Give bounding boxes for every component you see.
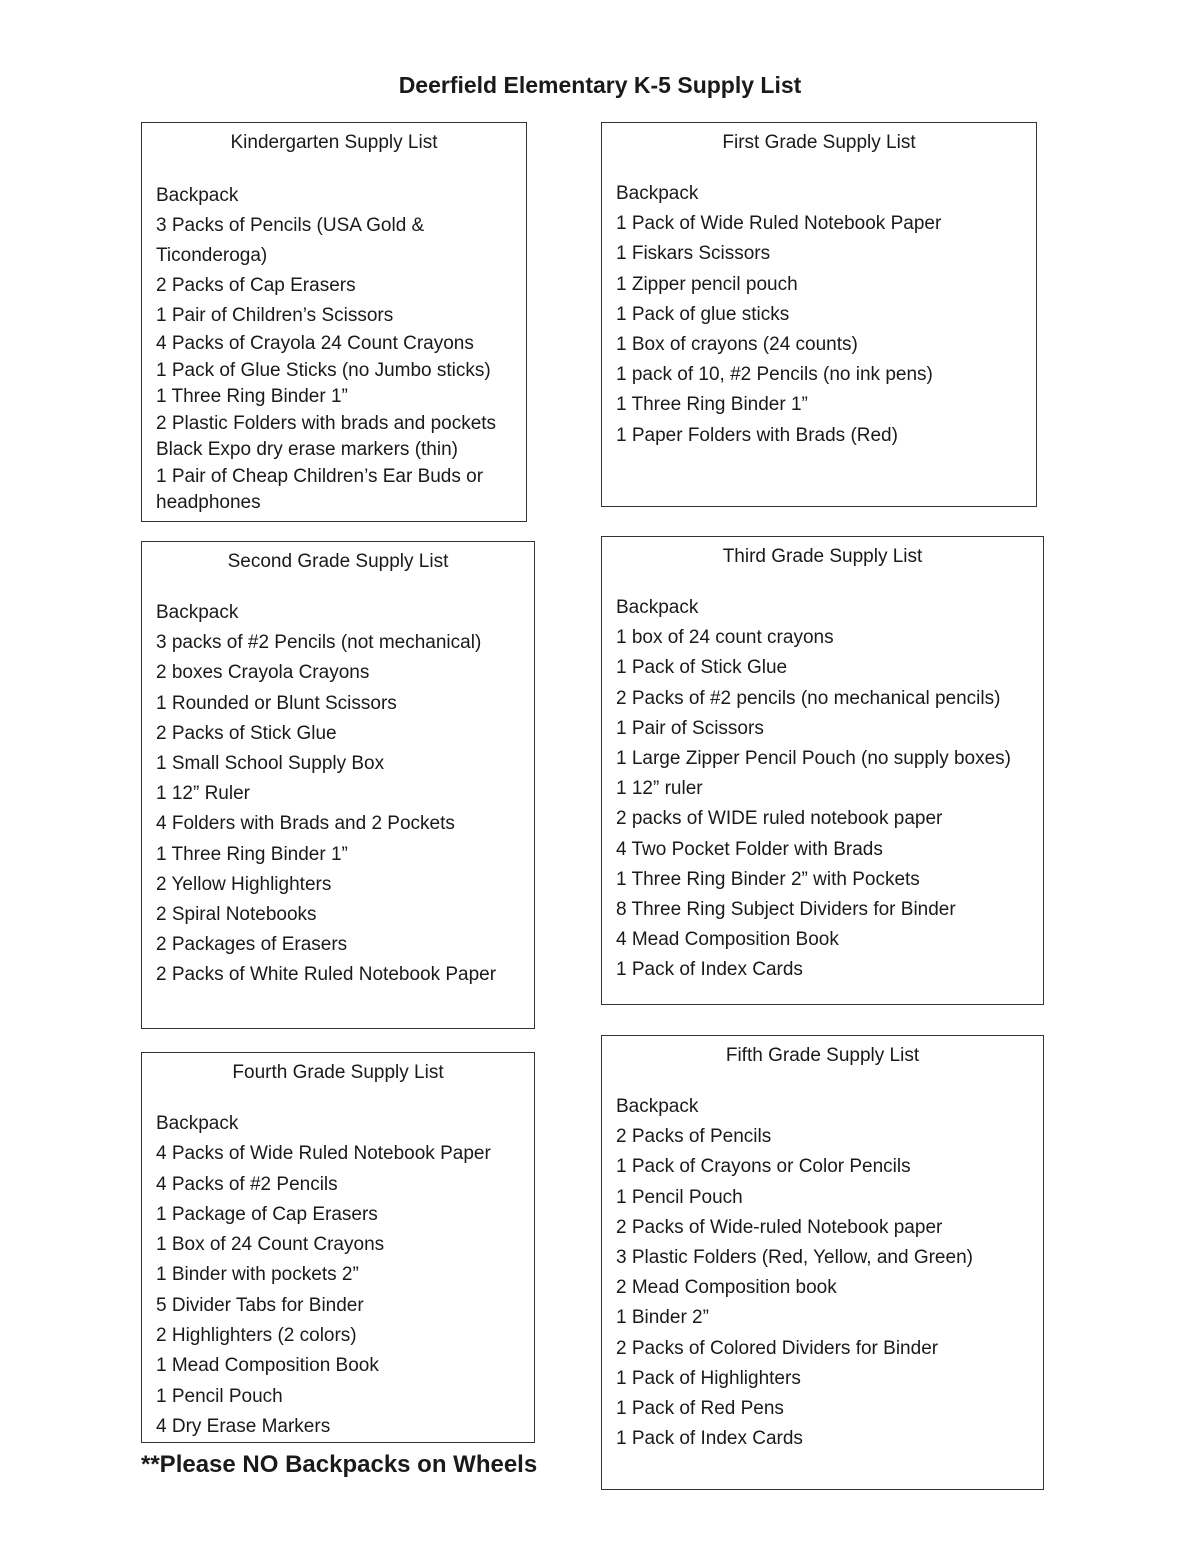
list-item: Backpack bbox=[156, 185, 239, 206]
list-item: 4 Folders with Brads and 2 Pockets bbox=[156, 813, 455, 835]
list-item: 1 Pair of Children’s Scissors bbox=[156, 305, 394, 326]
list-item: 1 Mead Composition Book bbox=[156, 1355, 379, 1377]
list-item: 8 Three Ring Subject Dividers for Binder bbox=[616, 899, 956, 921]
list-item: 3 Plastic Folders (Red, Yellow, and Green) bbox=[616, 1247, 973, 1269]
list-item: Backpack bbox=[156, 602, 239, 623]
list-item: 1 12” Ruler bbox=[156, 783, 250, 805]
list-item: Backpack bbox=[156, 1113, 239, 1134]
list-item: 1 Pack of Glue Sticks (no Jumbo sticks) bbox=[156, 359, 491, 381]
supply-items bbox=[156, 598, 524, 991]
list-item: 1 Pair of Scissors bbox=[616, 717, 764, 739]
list-item: 1 12” ruler bbox=[616, 778, 703, 800]
list-item: Backpack bbox=[616, 183, 699, 204]
list-title: Fourth Grade Supply List bbox=[232, 1062, 444, 1083]
list-title: Fifth Grade Supply List bbox=[725, 1045, 920, 1066]
list-item: 1 Package of Cap Erasers bbox=[156, 1203, 378, 1225]
list-title: Third Grade Supply List bbox=[722, 546, 923, 567]
supply-items bbox=[616, 1092, 1033, 1454]
list-item: 1 Pack of glue sticks bbox=[616, 303, 790, 325]
supply-items bbox=[156, 181, 516, 517]
list-item: 1 Pair of Cheap Children’s Ear Buds or headphones bbox=[156, 465, 484, 513]
list-item: 1 Pencil Pouch bbox=[156, 1385, 283, 1407]
list-item: 1 Binder 2” bbox=[616, 1307, 709, 1329]
list-item: 2 Packs of White Ruled Notebook Paper bbox=[156, 964, 497, 986]
list-item: 1 Large Zipper Pencil Pouch (no supply boxes) bbox=[616, 748, 1012, 770]
list-item: 1 Rounded or Blunt Scissors bbox=[156, 692, 397, 714]
kindergarten-supply-list bbox=[141, 122, 527, 522]
list-title: Kindergarten Supply List bbox=[230, 132, 438, 153]
list-item: 4 Two Pocket Folder with Brads bbox=[616, 838, 883, 860]
supply-items bbox=[616, 179, 1026, 451]
list-item: 1 Three Ring Binder 1” bbox=[616, 394, 808, 416]
list-item: 2 Packages of Erasers bbox=[156, 934, 348, 956]
list-item: 1 Zipper pencil pouch bbox=[616, 273, 798, 295]
list-item: 1 Pack of Highlighters bbox=[616, 1367, 801, 1389]
page-title: Deerfield Elementary K-5 Supply List bbox=[398, 72, 802, 98]
first-grade-supply-list bbox=[601, 122, 1037, 507]
list-item: 4 Dry Erase Markers bbox=[156, 1415, 331, 1437]
list-item: 2 Packs of Cap Erasers bbox=[156, 275, 356, 296]
list-item: 1 box of 24 count crayons bbox=[616, 627, 834, 649]
list-item: 4 Packs of #2 Pencils bbox=[156, 1173, 338, 1195]
list-item: 4 Packs of Wide Ruled Notebook Paper bbox=[156, 1143, 491, 1165]
list-item: 1 Small School Supply Box bbox=[156, 753, 385, 775]
list-item: 5 Divider Tabs for Binder bbox=[156, 1294, 364, 1316]
list-item: Black Expo dry erase markers (thin) bbox=[156, 439, 458, 460]
supply-items bbox=[156, 1109, 524, 1442]
list-item: 2 Yellow Highlighters bbox=[156, 873, 332, 895]
list-item: 1 Pack of Index Cards bbox=[616, 1428, 803, 1450]
fourth-grade-supply-list bbox=[141, 1052, 535, 1443]
list-item: 2 Packs of Wide-ruled Notebook paper bbox=[616, 1216, 943, 1238]
list-item: 1 Pack of Index Cards bbox=[616, 959, 803, 981]
list-item: 1 pack of 10, #2 Pencils (no ink pens) bbox=[616, 364, 933, 386]
list-item: 3 Packs of Pencils (USA Gold & Ticonderoga) bbox=[156, 215, 425, 266]
list-item: 2 Packs of Stick Glue bbox=[156, 722, 337, 744]
list-item: 4 Mead Composition Book bbox=[616, 929, 839, 951]
list-item: 1 Box of crayons (24 counts) bbox=[616, 334, 858, 356]
list-item: 2 Packs of #2 pencils (no mechanical pencils) bbox=[616, 687, 1001, 709]
list-item: 1 Pack of Crayons or Color Pencils bbox=[616, 1156, 911, 1178]
list-title: Second Grade Supply List bbox=[227, 551, 449, 572]
list-item: 4 Packs of Crayola 24 Count Crayons bbox=[156, 333, 474, 354]
list-item: 1 Paper Folders with Brads (Red) bbox=[616, 424, 898, 446]
supply-items bbox=[616, 593, 1033, 986]
list-item: 2 Spiral Notebooks bbox=[156, 904, 317, 926]
list-title: First Grade Supply List bbox=[722, 132, 916, 153]
list-item: 1 Three Ring Binder 2” with Pockets bbox=[616, 868, 920, 890]
list-item: Backpack bbox=[616, 597, 699, 618]
list-item: 1 Pack of Stick Glue bbox=[616, 657, 788, 679]
list-item: 2 Mead Composition book bbox=[616, 1277, 837, 1299]
list-item: 1 Pack of Wide Ruled Notebook Paper bbox=[616, 213, 942, 235]
list-item: 1 Three Ring Binder 1” bbox=[156, 843, 348, 865]
no-wheels-notice: **Please NO Backpacks on Wheels bbox=[141, 1451, 538, 1478]
list-item: 1 Box of 24 Count Crayons bbox=[156, 1234, 385, 1256]
list-item: 2 boxes Crayola Crayons bbox=[156, 662, 370, 684]
list-item: 2 Plastic Folders with brads and pockets bbox=[156, 412, 497, 434]
list-item: 2 Packs of Pencils bbox=[616, 1126, 772, 1148]
list-item: 2 packs of WIDE ruled notebook paper bbox=[616, 808, 943, 830]
fifth-grade-supply-list bbox=[601, 1035, 1044, 1490]
list-item: 2 Packs of Colored Dividers for Binder bbox=[616, 1337, 939, 1359]
third-grade-supply-list bbox=[601, 536, 1044, 1005]
list-item: 1 Pack of Red Pens bbox=[616, 1398, 784, 1420]
list-item: 1 Pencil Pouch bbox=[616, 1186, 743, 1208]
list-item: 2 Highlighters (2 colors) bbox=[156, 1325, 357, 1347]
list-item: 1 Binder with pockets 2” bbox=[156, 1264, 359, 1286]
list-item: 1 Three Ring Binder 1” bbox=[156, 386, 348, 407]
list-item: 3 packs of #2 Pencils (not mechanical) bbox=[156, 632, 482, 654]
second-grade-supply-list bbox=[141, 541, 535, 1029]
list-item: Backpack bbox=[616, 1096, 699, 1117]
list-item: 1 Fiskars Scissors bbox=[616, 243, 771, 265]
